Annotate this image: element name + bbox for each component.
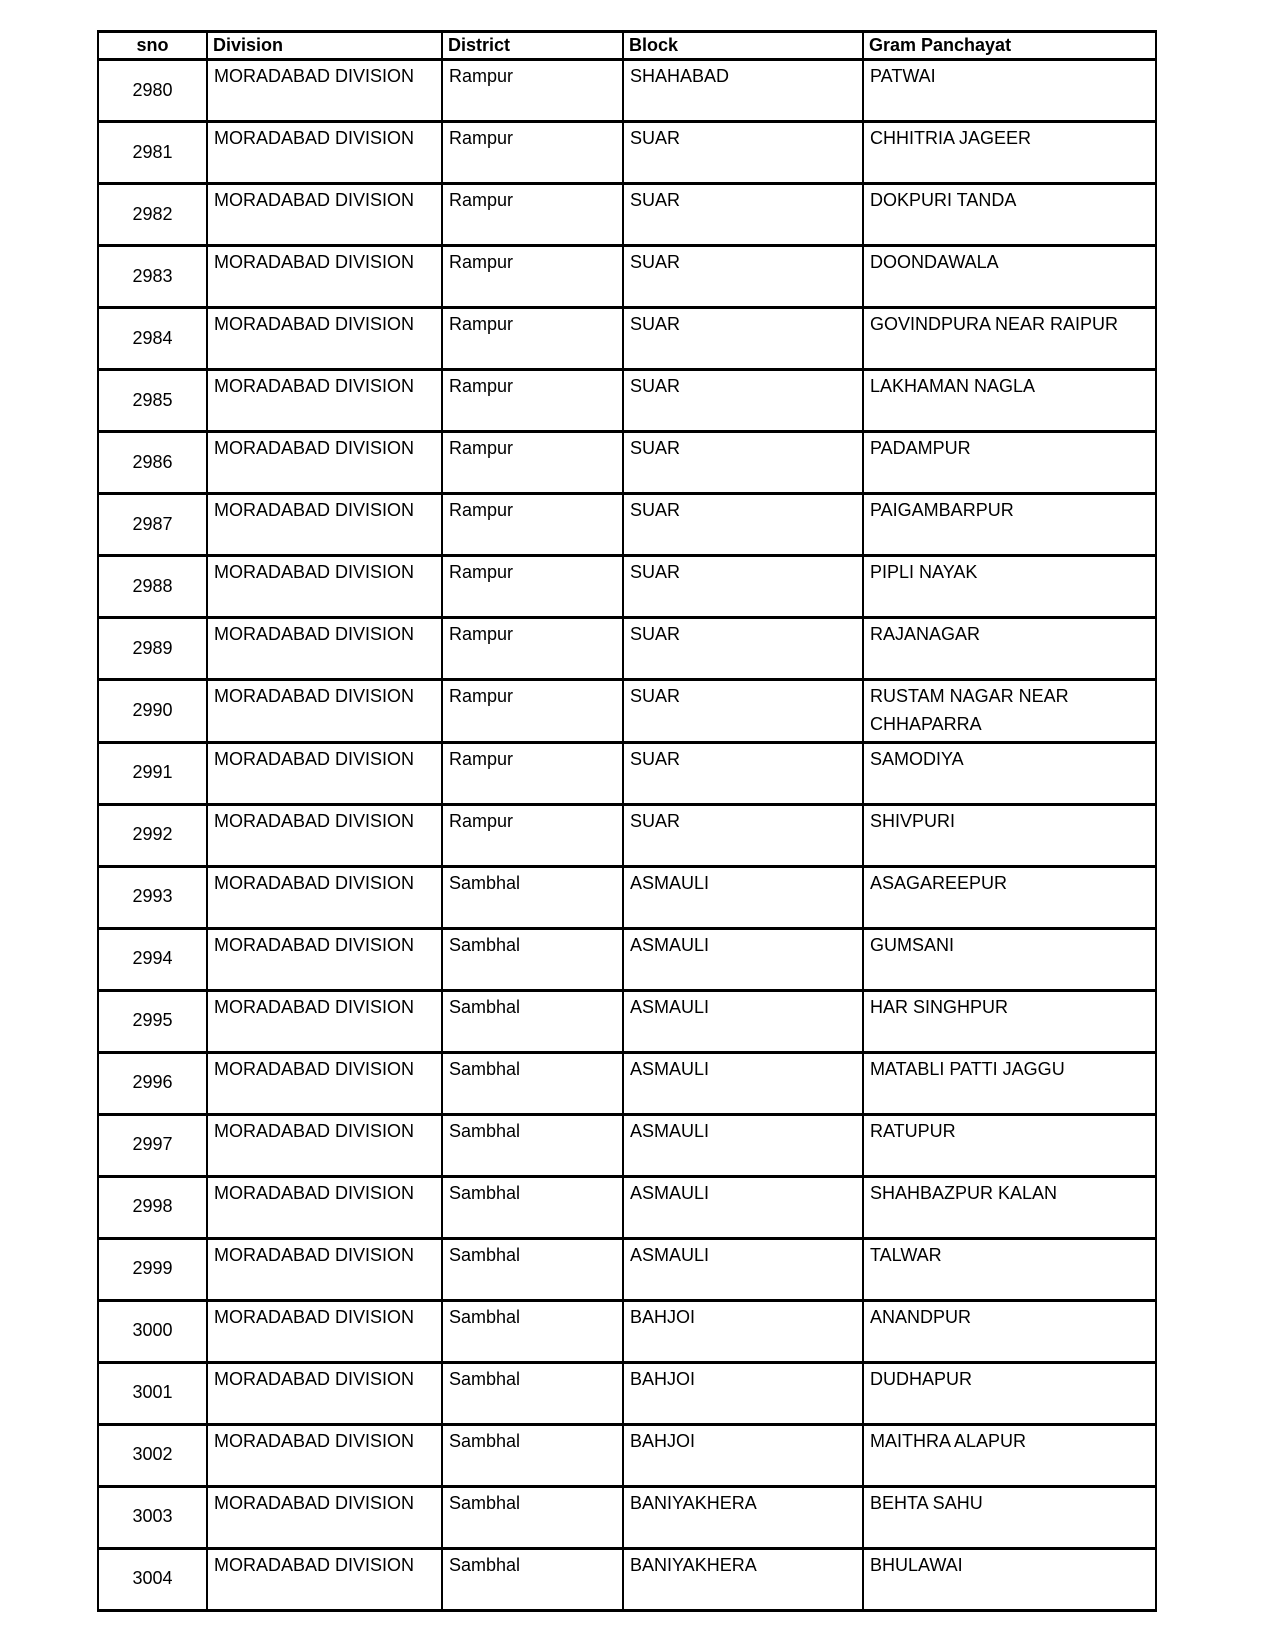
cell-district: Sambhal <box>442 928 623 990</box>
cell-sno: 2996 <box>98 1052 207 1114</box>
table-row <box>98 928 1156 990</box>
cell-block: ASMAULI <box>623 1114 863 1176</box>
column-header-division: Division <box>207 32 442 60</box>
cell-gram-panchayat: PIPLI NAYAK <box>863 556 1156 618</box>
cell-block: SUAR <box>623 246 863 308</box>
table-row <box>98 556 1156 618</box>
cell-sno: 2986 <box>98 432 207 494</box>
column-header-sno: sno <box>98 32 207 60</box>
cell-district: Sambhal <box>442 1176 623 1238</box>
cell-division: MORADABAD DIVISION <box>207 1300 442 1362</box>
table-row <box>98 60 1156 122</box>
cell-block: ASMAULI <box>623 928 863 990</box>
column-header-district: District <box>442 32 623 60</box>
cell-sno: 2980 <box>98 60 207 122</box>
cell-division: MORADABAD DIVISION <box>207 122 442 184</box>
table-row <box>98 308 1156 370</box>
table-row <box>98 1114 1156 1176</box>
table-row <box>98 742 1156 804</box>
cell-district: Rampur <box>442 370 623 432</box>
table-row <box>98 494 1156 556</box>
cell-gram-panchayat: TALWAR <box>863 1238 1156 1300</box>
cell-sno: 2998 <box>98 1176 207 1238</box>
cell-gram-panchayat: DOONDAWALA <box>863 246 1156 308</box>
cell-division: MORADABAD DIVISION <box>207 308 442 370</box>
cell-sno: 2994 <box>98 928 207 990</box>
table-row <box>98 1424 1156 1486</box>
cell-block: ASMAULI <box>623 1238 863 1300</box>
cell-sno: 3003 <box>98 1486 207 1548</box>
cell-block: BAHJOI <box>623 1424 863 1486</box>
cell-division: MORADABAD DIVISION <box>207 1548 442 1610</box>
cell-division: MORADABAD DIVISION <box>207 556 442 618</box>
table-row <box>98 184 1156 246</box>
column-header-gram-panchayat: Gram Panchayat <box>863 32 1156 60</box>
cell-block: SUAR <box>623 432 863 494</box>
cell-sno: 2993 <box>98 866 207 928</box>
cell-sno: 3002 <box>98 1424 207 1486</box>
table-row <box>98 1052 1156 1114</box>
cell-block: SUAR <box>623 680 863 743</box>
cell-division: MORADABAD DIVISION <box>207 742 442 804</box>
table-row <box>98 1300 1156 1362</box>
gram-panchayat-table <box>97 30 1157 1612</box>
cell-block: SHAHABAD <box>623 60 863 122</box>
cell-block: ASMAULI <box>623 866 863 928</box>
cell-block: ASMAULI <box>623 990 863 1052</box>
cell-gram-panchayat: RUSTAM NAGAR NEAR CHHAPARRA <box>863 680 1156 743</box>
cell-gram-panchayat: CHHITRIA JAGEER <box>863 122 1156 184</box>
table-header-row <box>98 32 1156 60</box>
table-row <box>98 804 1156 866</box>
cell-division: MORADABAD DIVISION <box>207 990 442 1052</box>
cell-block: SUAR <box>623 618 863 680</box>
cell-block: BAHJOI <box>623 1300 863 1362</box>
cell-gram-panchayat: GOVINDPURA NEAR RAIPUR <box>863 308 1156 370</box>
cell-sno: 2984 <box>98 308 207 370</box>
cell-block: SUAR <box>623 122 863 184</box>
cell-sno: 2990 <box>98 680 207 743</box>
cell-gram-panchayat: BEHTA SAHU <box>863 1486 1156 1548</box>
cell-block: SUAR <box>623 804 863 866</box>
cell-district: Sambhal <box>442 866 623 928</box>
cell-gram-panchayat: RATUPUR <box>863 1114 1156 1176</box>
cell-district: Sambhal <box>442 1486 623 1548</box>
cell-gram-panchayat: DUDHAPUR <box>863 1362 1156 1424</box>
cell-district: Rampur <box>442 60 623 122</box>
cell-gram-panchayat: ASAGAREEPUR <box>863 866 1156 928</box>
table-row <box>98 432 1156 494</box>
table-row <box>98 370 1156 432</box>
cell-sno: 3001 <box>98 1362 207 1424</box>
cell-district: Rampur <box>442 246 623 308</box>
cell-division: MORADABAD DIVISION <box>207 618 442 680</box>
cell-block: ASMAULI <box>623 1052 863 1114</box>
cell-sno: 2992 <box>98 804 207 866</box>
cell-division: MORADABAD DIVISION <box>207 804 442 866</box>
table-row <box>98 990 1156 1052</box>
table-row <box>98 1176 1156 1238</box>
cell-sno: 2999 <box>98 1238 207 1300</box>
cell-sno: 3000 <box>98 1300 207 1362</box>
cell-district: Sambhal <box>442 1300 623 1362</box>
cell-district: Sambhal <box>442 1052 623 1114</box>
cell-division: MORADABAD DIVISION <box>207 1052 442 1114</box>
cell-block: SUAR <box>623 742 863 804</box>
cell-block: SUAR <box>623 556 863 618</box>
cell-district: Rampur <box>442 556 623 618</box>
cell-division: MORADABAD DIVISION <box>207 1424 442 1486</box>
cell-district: Sambhal <box>442 1114 623 1176</box>
cell-division: MORADABAD DIVISION <box>207 1238 442 1300</box>
table-row <box>98 680 1156 743</box>
table-row <box>98 1362 1156 1424</box>
cell-sno: 2989 <box>98 618 207 680</box>
cell-sno: 2997 <box>98 1114 207 1176</box>
cell-division: MORADABAD DIVISION <box>207 494 442 556</box>
table-row <box>98 1238 1156 1300</box>
column-header-block: Block <box>623 32 863 60</box>
cell-sno: 2982 <box>98 184 207 246</box>
cell-sno: 2987 <box>98 494 207 556</box>
cell-district: Sambhal <box>442 990 623 1052</box>
cell-district: Rampur <box>442 618 623 680</box>
cell-gram-panchayat: SHIVPURI <box>863 804 1156 866</box>
table-row <box>98 1486 1156 1548</box>
cell-sno: 2991 <box>98 742 207 804</box>
cell-block: BANIYAKHERA <box>623 1548 863 1610</box>
cell-district: Rampur <box>442 742 623 804</box>
cell-gram-panchayat: PATWAI <box>863 60 1156 122</box>
cell-block: ASMAULI <box>623 1176 863 1238</box>
cell-division: MORADABAD DIVISION <box>207 928 442 990</box>
cell-sno: 2995 <box>98 990 207 1052</box>
cell-block: BAHJOI <box>623 1362 863 1424</box>
cell-block: SUAR <box>623 308 863 370</box>
cell-block: SUAR <box>623 184 863 246</box>
cell-division: MORADABAD DIVISION <box>207 370 442 432</box>
cell-division: MORADABAD DIVISION <box>207 1486 442 1548</box>
cell-division: MORADABAD DIVISION <box>207 432 442 494</box>
cell-division: MORADABAD DIVISION <box>207 246 442 308</box>
cell-gram-panchayat: RAJANAGAR <box>863 618 1156 680</box>
cell-division: MORADABAD DIVISION <box>207 184 442 246</box>
cell-sno: 2988 <box>98 556 207 618</box>
table-row <box>98 866 1156 928</box>
cell-gram-panchayat: SHAHBAZPUR KALAN <box>863 1176 1156 1238</box>
cell-gram-panchayat: MATABLI PATTI JAGGU <box>863 1052 1156 1114</box>
cell-gram-panchayat: LAKHAMAN NAGLA <box>863 370 1156 432</box>
cell-district: Rampur <box>442 680 623 743</box>
table-row <box>98 618 1156 680</box>
cell-district: Rampur <box>442 122 623 184</box>
cell-district: Rampur <box>442 494 623 556</box>
cell-district: Sambhal <box>442 1424 623 1486</box>
table-row <box>98 122 1156 184</box>
cell-district: Sambhal <box>442 1238 623 1300</box>
cell-division: MORADABAD DIVISION <box>207 1362 442 1424</box>
cell-gram-panchayat: PAIGAMBARPUR <box>863 494 1156 556</box>
cell-district: Sambhal <box>442 1548 623 1610</box>
cell-gram-panchayat: PADAMPUR <box>863 432 1156 494</box>
cell-sno: 3004 <box>98 1548 207 1610</box>
cell-gram-panchayat: MAITHRA ALAPUR <box>863 1424 1156 1486</box>
cell-gram-panchayat: HAR SINGHPUR <box>863 990 1156 1052</box>
cell-gram-panchayat: BHULAWAI <box>863 1548 1156 1610</box>
cell-district: Sambhal <box>442 1362 623 1424</box>
table-row <box>98 246 1156 308</box>
cell-district: Rampur <box>442 308 623 370</box>
cell-division: MORADABAD DIVISION <box>207 680 442 743</box>
cell-gram-panchayat: ANANDPUR <box>863 1300 1156 1362</box>
cell-district: Rampur <box>442 804 623 866</box>
cell-sno: 2985 <box>98 370 207 432</box>
table-row <box>98 1548 1156 1610</box>
cell-sno: 2983 <box>98 246 207 308</box>
cell-division: MORADABAD DIVISION <box>207 1114 442 1176</box>
cell-block: BANIYAKHERA <box>623 1486 863 1548</box>
cell-district: Rampur <box>442 184 623 246</box>
cell-sno: 2981 <box>98 122 207 184</box>
cell-gram-panchayat: SAMODIYA <box>863 742 1156 804</box>
table-body <box>98 60 1156 1611</box>
cell-block: SUAR <box>623 494 863 556</box>
cell-block: SUAR <box>623 370 863 432</box>
cell-division: MORADABAD DIVISION <box>207 60 442 122</box>
cell-division: MORADABAD DIVISION <box>207 866 442 928</box>
cell-gram-panchayat: DOKPURI TANDA <box>863 184 1156 246</box>
cell-division: MORADABAD DIVISION <box>207 1176 442 1238</box>
cell-district: Rampur <box>442 432 623 494</box>
cell-gram-panchayat: GUMSANI <box>863 928 1156 990</box>
